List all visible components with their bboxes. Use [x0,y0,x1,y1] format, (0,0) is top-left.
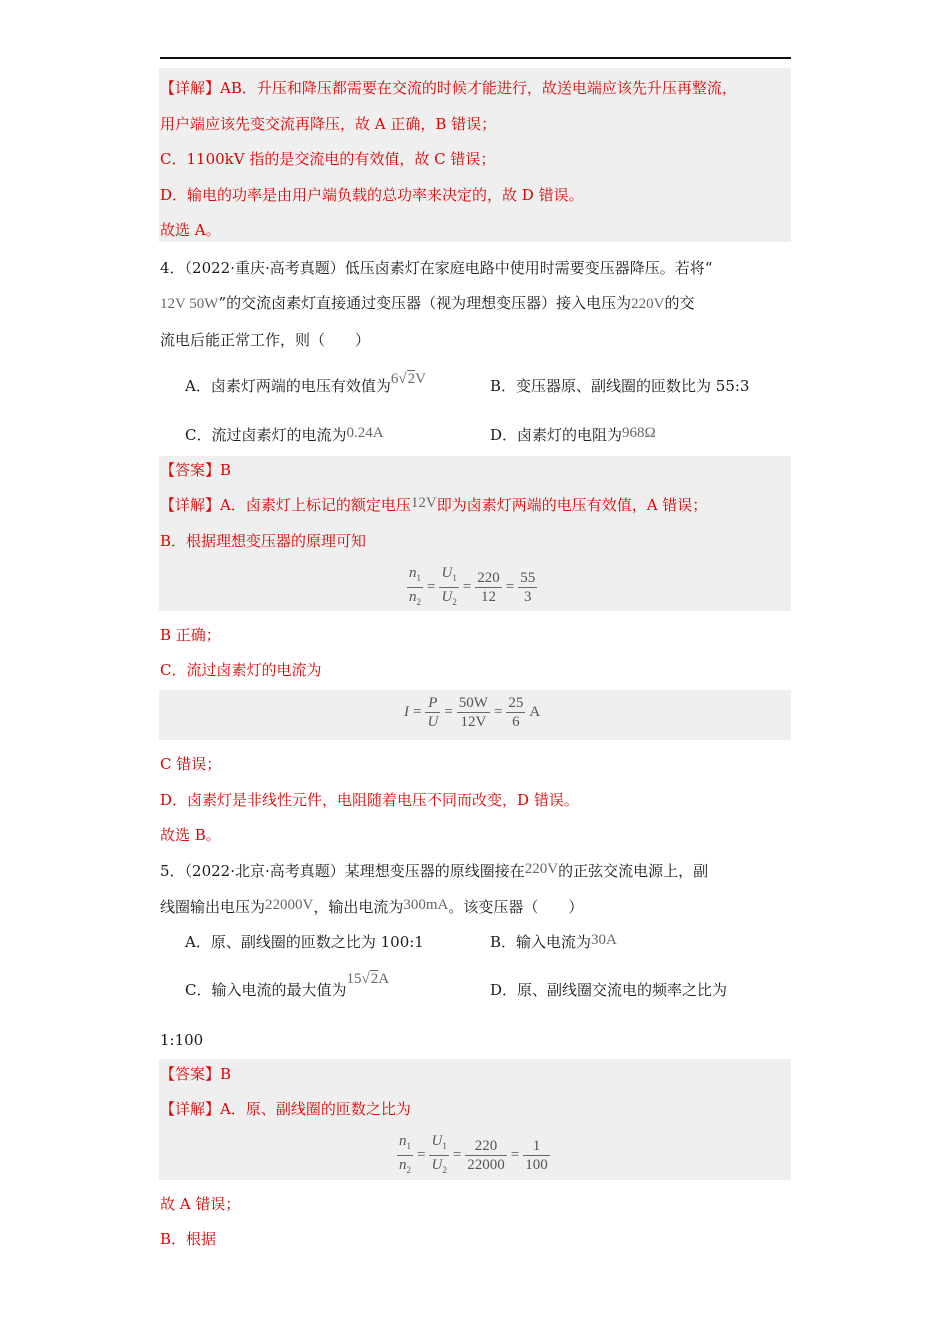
q4-explain-line6: D．卤素灯是非线性元件，电阻随着电压不同而改变，D 错误。 [160,791,579,809]
q3-explain-line4: D．输电的功率是由用户端负载的总功率来决定的，故 D 错误。 [160,186,584,204]
q4-option-a: A．卤素灯两端的电压有效值为6√2V [185,371,426,395]
q5-stem-line1: 5．（2022·北京·高考真题）某理想变压器的原线圈接在220V的正弦交流电源上，副 [160,861,709,880]
q4-answer: 【答案】B [160,461,232,479]
q5-option-c: C．输入电流的最大值为15√2A [185,971,390,999]
q4-explain-line3: B 正确； [160,626,221,644]
q4-rating: 12V 50W [160,296,219,312]
q3-explain-line3: C．1100kV 指的是交流电的有效值，故 C 错误； [160,150,496,168]
q3-explain-line2: 用户端应该先变交流再降压，故 A 正确，B 错误； [160,115,497,133]
q5-answer: 【答案】B [160,1065,232,1083]
q4-voltage: 220V [631,296,665,312]
q4-explain-line2: B．根据理想变压器的原理可知 [160,532,367,550]
q4-explain-line5: C 错误； [160,755,222,773]
q4-explain-line7: 故选 B。 [160,826,221,844]
q5-option-a: A．原、副线圈的匝数之比为 100:1 [185,933,424,951]
q4-formula-turns-ratio: $\frac{n_1}{n_2}$ = $\frac{U_1}{U_2}$ = $\frac{220}{12}$ = $\frac{55}{3}$ [409,565,536,607]
q4-stem-line3: 流电后能正常工作，则（ ） [160,331,371,349]
q4-formula-current: I = $\frac{P}{U}$ = $\frac{50W}{12V}$ = $\frac{25}{6}$ A [404,695,541,730]
q4-explain-line4: C．流过卤素灯的电流为 [160,661,322,679]
q5-explain-line3: B．根据 [160,1230,217,1248]
q5-stem-line2: 线圈输出电压为22000V，输出电流为300mA。该变压器（ ） [160,897,584,916]
q4-option-c: C．流过卤素灯的电流为0.24A [185,425,384,444]
q5-formula-turns-ratio: $\frac{n_1}{n_2}$ = $\frac{U_1}{U_2}$ = $\frac{220}{22000}$ = $\frac{1}{100}$ [399,1133,548,1175]
q5-option-d: D．原、副线圈交流电的频率之比为 [490,981,728,999]
q3-explain-line5: 故选 A。 [160,221,221,239]
q5-explain-line1: 【详解】A．原、副线圈的匝数之比为 [160,1100,411,1118]
header-rule [160,57,791,59]
q4-stem-line2: 12V 50W”的交流卤素灯直接通过变压器（视为理想变压器）接入电压为220V的交 [160,294,695,312]
q5-option-b: B．输入电流为30A [490,932,617,951]
q3-explain-line1: 【详解】AB．升压和降压都需要在交流的时候才能进行，故送电端应该先升压再整流， [160,79,737,97]
q4-option-d: D．卤素灯的电阻为968Ω [490,425,656,444]
q5-option-d-cont: 1:100 [160,1031,204,1049]
q4-option-b: B．变压器原、副线圈的匝数比为 55:3 [490,377,750,395]
q4-stem-line1: 4．（2022·重庆·高考真题）低压卤素灯在家庭电路中使用时需要变压器降压。若将“ [160,259,713,277]
q4-explain-line1: 【详解】A．卤素灯上标记的额定电压12V即为卤素灯两端的电压有效值，A 错误； [160,495,708,514]
q5-explain-line2: 故 A 错误； [160,1195,241,1213]
